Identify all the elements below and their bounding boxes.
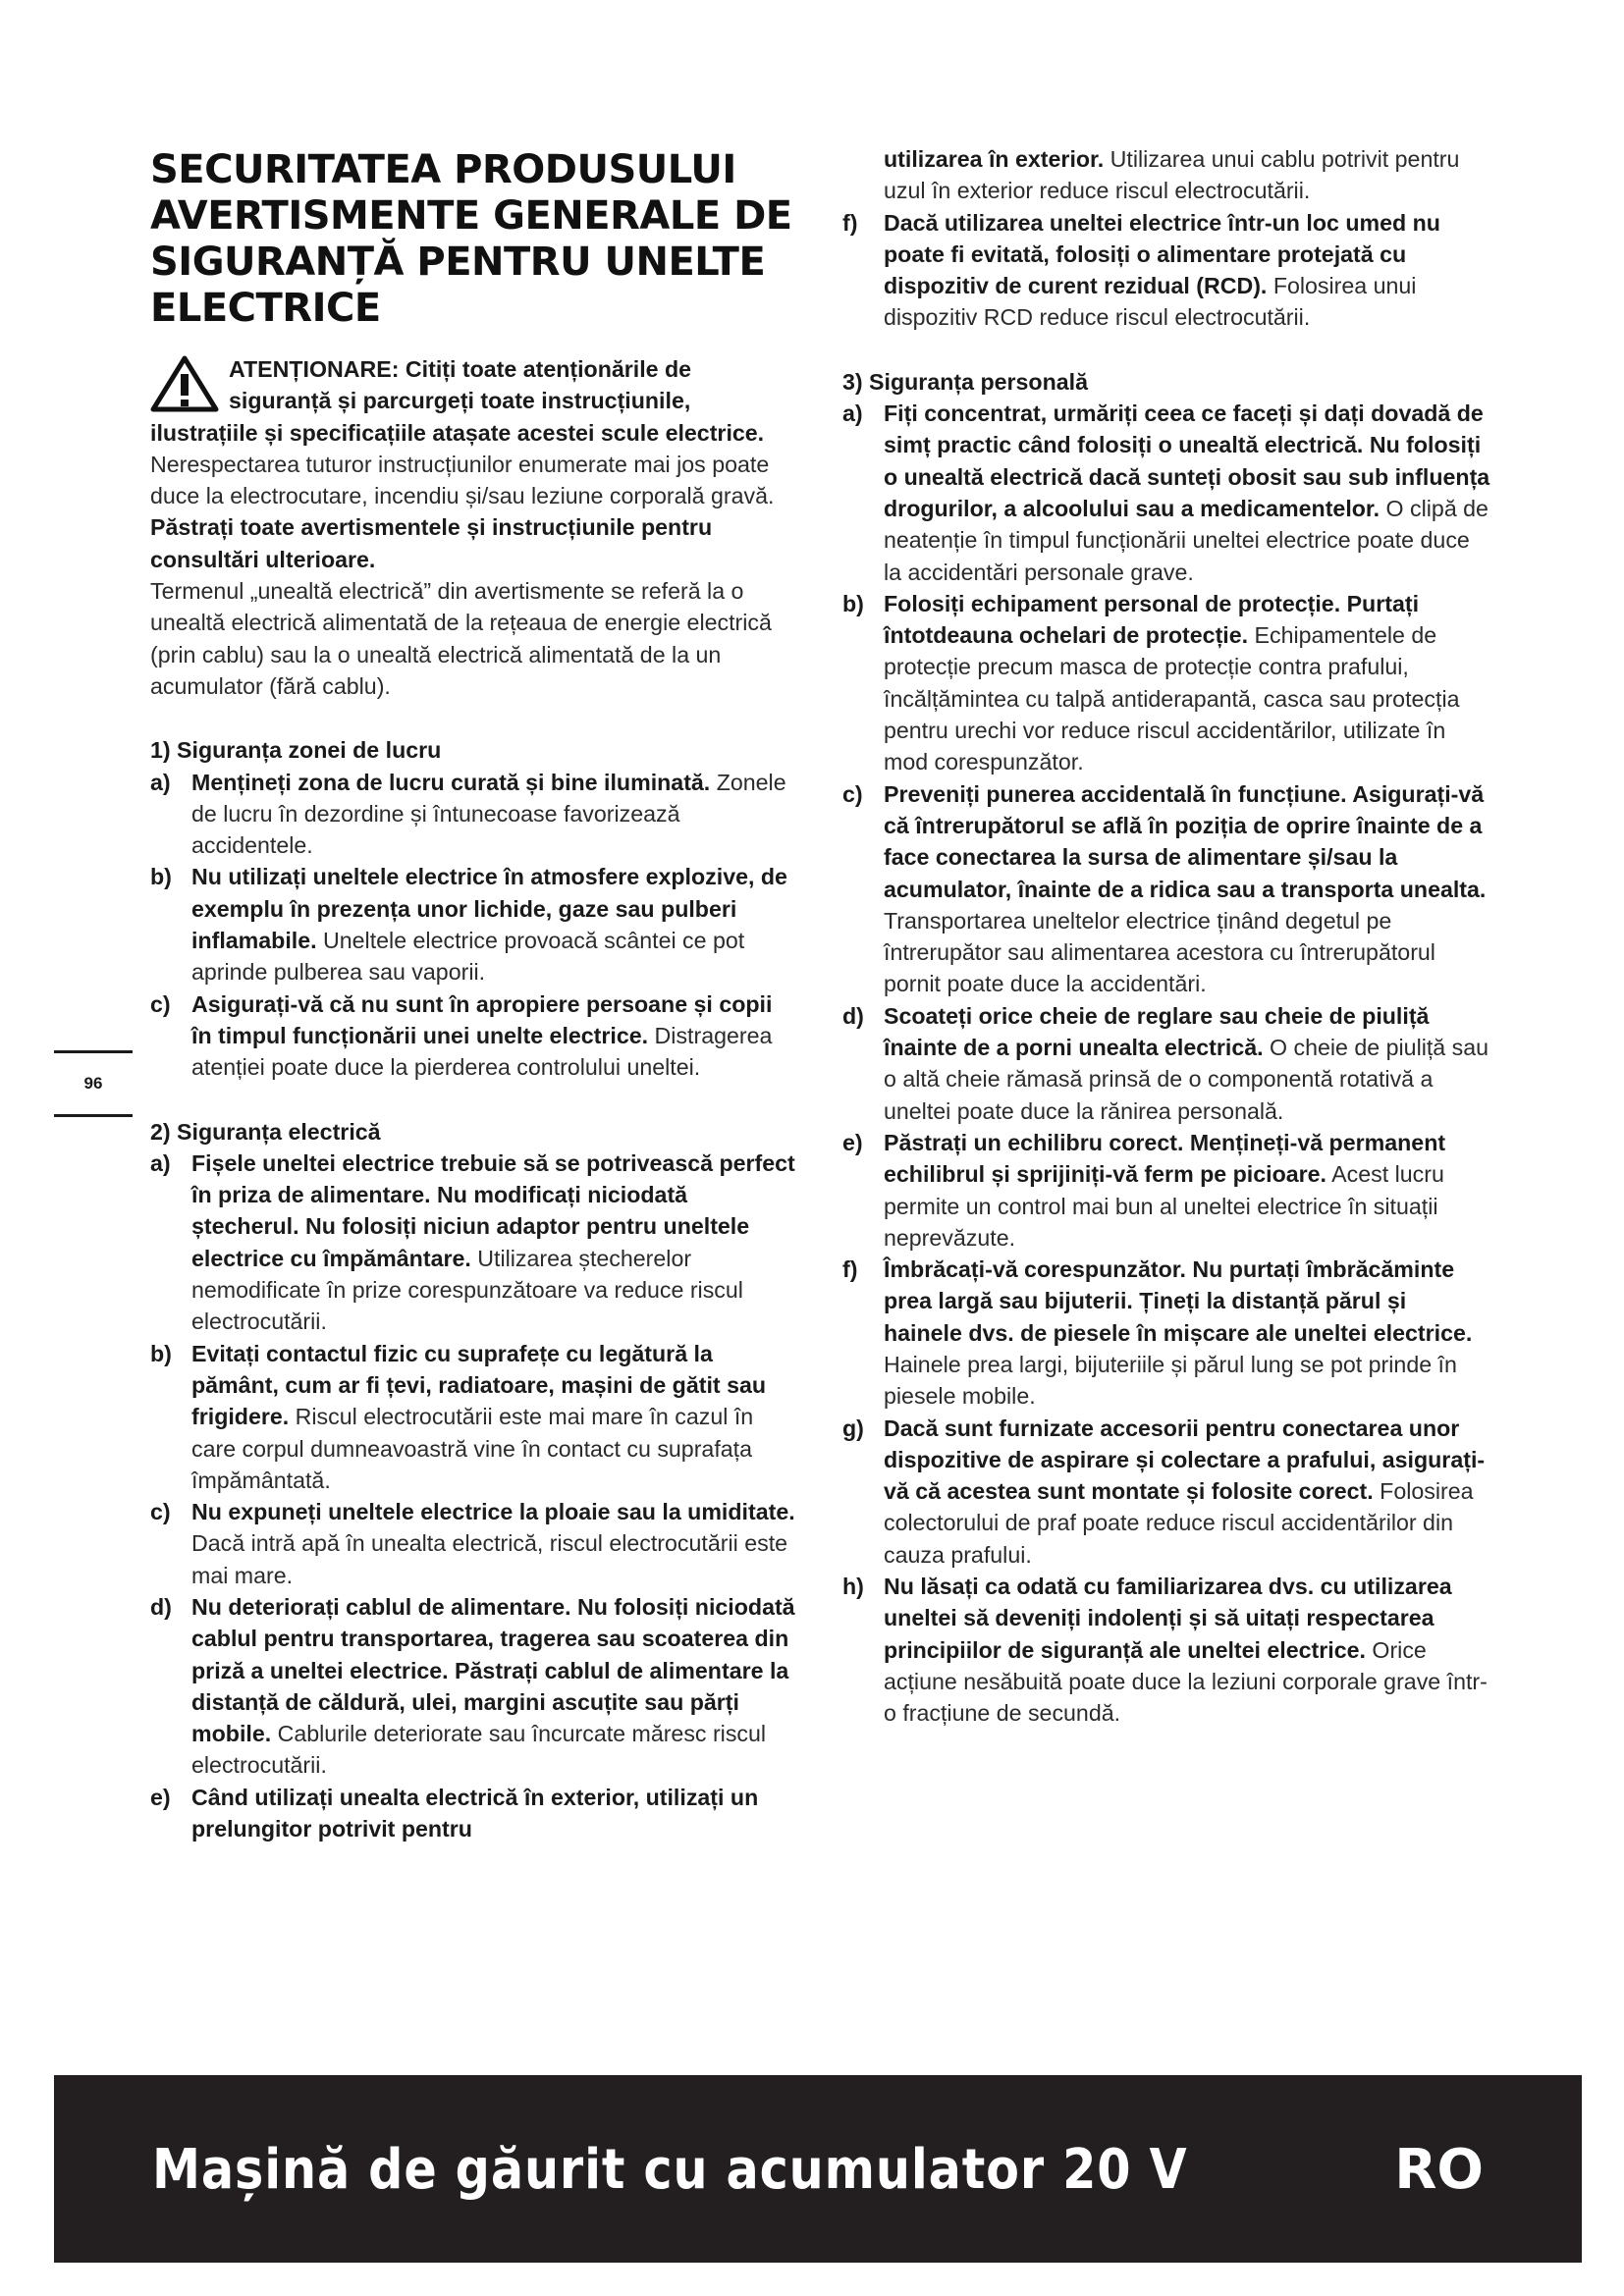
title-line: AVERTISMENTE GENERALE DE bbox=[150, 193, 792, 239]
item-label: e) bbox=[842, 1129, 863, 1155]
item-label: b) bbox=[150, 1340, 172, 1366]
right-column bbox=[842, 143, 1490, 1730]
title-line: SIGURANȚĂ PENTRU UNELTE bbox=[150, 240, 766, 285]
item-text: Transportarea uneltelor electrice ținând degetul pe întrerupător sau alimentarea acestora cu întrerupătorul pornit poate duce la accidentări. bbox=[884, 907, 1435, 997]
list-item bbox=[842, 1413, 1490, 1571]
title-line: SECURITATEA PRODUSULUI bbox=[150, 147, 736, 192]
item-label: a) bbox=[150, 769, 171, 795]
list-item bbox=[842, 588, 1490, 778]
item-bold: Îmbrăcați-vă corespunzător. Nu purtați îmbrăcăminte prea largă sau bijuterii. Țineți la distanță părul și hainele dvs. de piesele în mișcare ale uneltei electrice. bbox=[884, 1256, 1473, 1346]
item-bold: Dacă utilizarea uneltei electrice într-un loc umed nu poate fi evitată, folosiți o alimentare protejată cu dispozitiv de curent rezidual (RCD). bbox=[884, 209, 1440, 299]
item-text: Hainele prea largi, bijuteriile și părul lung se pot prinde în piesele mobile. bbox=[884, 1351, 1457, 1410]
item-label: f) bbox=[842, 209, 858, 236]
warning-text: Nerespectarea tuturor instrucțiunilor enumerate mai jos poate duce la electrocutare, incendiu și/sau leziune corporală gravă. bbox=[150, 451, 775, 509]
list-item bbox=[150, 1338, 798, 1496]
item-text: Zonele de lucru în dezordine și întunecoase favorizează accidentele. bbox=[191, 769, 786, 859]
item-bold: Mențineți zona de lucru curată și bine iluminată. bbox=[191, 769, 711, 795]
section-title-work-area: 1) Siguranța zonei de lucru bbox=[150, 737, 442, 764]
list-item bbox=[150, 1496, 798, 1591]
item-text: Riscul electrocutării este mai mare în cazul în care corpul dumneavoastră vine în contact cu suprafața împământată. bbox=[191, 1404, 754, 1493]
footer-title: Mașină de găurit cu acumulator 20 V bbox=[152, 2138, 1188, 2202]
item-bold: Nu deteriorați cablul de alimentare. Nu folosiți niciodată cablul pentru transportarea, tragerea sau scoaterea din priză a uneltei electrice. Păstrați cablul de alimentare la distanță de căldură, ulei, margini ascuțite sau părți mobile. bbox=[191, 1593, 795, 1747]
language-code: RO bbox=[1394, 2138, 1484, 2202]
item-text: Cablurile deteriorate sau încurcate măresc riscul electrocutării. bbox=[191, 1721, 767, 1779]
item-bold: utilizarea în exterior. bbox=[884, 146, 1105, 172]
page-number: 96 bbox=[54, 1050, 133, 1117]
item-bold: Fiți concentrat, urmăriți ceea ce faceți și dați dovadă de simț practic când folosiți o unealtă electrică. Nu folosiți o unealtă electrică dacă sunteți obosit sau sub influența drogurilor, a alcoolului sau a medicamentelor. bbox=[884, 400, 1490, 521]
warning-bold: ATENȚIONARE: Citiți toate atenționările de siguranță și parcurgeți toate instrucțiunile, ilustrațiile și specificațiile atașate acestei scule electrice. bbox=[150, 356, 765, 446]
item-label: d) bbox=[842, 1002, 864, 1029]
item-label: c) bbox=[150, 990, 171, 1017]
definition: Termenul „unealtă electrică” din avertismente se referă la o unealtă electrică alimentată de la rețeaua de energie electrică (prin cablu) sau la o unealtă electrică alimentată de la un acumulator (fără cablu). bbox=[150, 578, 772, 699]
item-text: Distragerea atenției poate duce la pierderea controlului uneltei. bbox=[191, 1022, 773, 1081]
item-label: b) bbox=[150, 864, 172, 890]
item-text: Utilizarea ștecherelor nemodificate în prize corespunzătoare va reduce riscul electrocutării. bbox=[191, 1245, 743, 1335]
item-bold: Păstrați un echilibru corect. Mențineți-vă permanent echilibrul și sprijiniți-vă ferm pe picioare. bbox=[884, 1129, 1446, 1188]
item-label: a) bbox=[150, 1149, 171, 1176]
item-label: c) bbox=[842, 780, 863, 807]
list-item bbox=[842, 207, 1490, 334]
item-bold: Nu lăsați ca odată cu familiarizarea dvs. cu utilizarea uneltei să deveniți indolenți și să uitați respectarea principiilor de siguranță ale uneltei electrice. bbox=[884, 1574, 1452, 1663]
item-text: Echipamentele de protecție precum masca de protecție contra prafului, încălțămintea cu talpă antiderapantă, casca sau protecția pentru urechi vor reduce riscul accidentărilor, utilizate în mod corespunzător. bbox=[884, 622, 1460, 775]
item-label: d) bbox=[150, 1593, 172, 1620]
list-item bbox=[842, 1571, 1490, 1729]
item-label: g) bbox=[842, 1415, 864, 1441]
warning-paragraph bbox=[150, 353, 798, 511]
item-label: c) bbox=[150, 1499, 171, 1525]
list-item bbox=[150, 1782, 798, 1845]
list-item bbox=[150, 1591, 798, 1782]
page-title bbox=[150, 147, 798, 332]
item-text: O clipă de neatenție în timpul funcționării uneltei electrice poate duce la accidentări personale grave. bbox=[884, 495, 1489, 585]
warning-triangle-icon bbox=[150, 355, 219, 412]
item-text: Orice acțiune nesăbuită poate duce la leziuni corporale grave într-o fracțiune de secundă. bbox=[884, 1636, 1488, 1727]
item-text: Folosirea unui dispozitiv RCD reduce riscul electrocutării. bbox=[884, 273, 1417, 331]
section-title-personal: 3) Siguranța personală bbox=[842, 368, 1088, 395]
item-text: Acest lucru permite un control mai bun al uneltei electrice în situații neprevăzute. bbox=[884, 1161, 1444, 1251]
list-item bbox=[842, 1000, 1490, 1127]
list-item bbox=[150, 1148, 798, 1338]
item-bold: Când utilizați unealta electrică în exterior, utilizați un prelungitor potrivit pentru bbox=[191, 1784, 759, 1842]
item-text: Dacă intră apă în unealta electrică, riscul electrocutării este mai mare. bbox=[191, 1530, 788, 1588]
item-bold: Evitați contactul fizic cu suprafețe cu legătură la pământ, cum ar fi țevi, radiatoare, mașini de gătit sau frigidere. bbox=[191, 1340, 767, 1430]
item-text: Utilizarea unui cablu potrivit pentru uzul în exterior reduce riscul electrocutării. bbox=[884, 146, 1460, 204]
list-item bbox=[150, 767, 798, 862]
item-label: e) bbox=[150, 1784, 171, 1810]
item-bold: Fișele uneltei electrice trebuie să se potrivească perfect în priza de alimentare. Nu modificați niciodată ștecherul. Nu folosiți niciun adaptor pentru uneltele electrice cu împământare. bbox=[191, 1149, 795, 1271]
item-bold: Asigurați-vă că nu sunt în apropiere persoane și copii în timpul funcționării unei unelte electrice. bbox=[191, 990, 773, 1048]
list-item bbox=[842, 1254, 1490, 1412]
item-bold: Folosiți echipament personal de protecție. Purtați întotdeauna ochelari de protecție. bbox=[884, 590, 1420, 649]
list-item bbox=[150, 988, 798, 1084]
item-text: Folosirea colectorului de praf poate reduce riscul accidentărilor din cauza prafului. bbox=[884, 1478, 1474, 1568]
list-item bbox=[842, 398, 1490, 588]
list-item bbox=[842, 1127, 1490, 1254]
list-item bbox=[842, 778, 1490, 1000]
list-item bbox=[150, 861, 798, 988]
item-bold: Scoateți orice cheie de reglare sau cheie de piuliță înainte de a porni unealta electrică. bbox=[884, 1002, 1430, 1061]
list-item-continued bbox=[842, 143, 1490, 207]
item-label: b) bbox=[842, 590, 864, 616]
item-bold: Nu utilizați uneltele electrice în atmosfere explozive, de exemplu în prezența unor lichide, gaze sau pulberi inflamabile. bbox=[191, 864, 787, 954]
item-label: a) bbox=[842, 400, 863, 427]
keep-instructions: Păstrați toate avertismentele și instrucțiunile pentru consultări ulterioare. bbox=[150, 514, 713, 572]
item-bold: Preveniți punerea accidentală în funcțiune. Asigurați-vă că întrerupătorul se află în poziția de oprire înainte de a face conectarea la sursa de alimentare și/sau la acumulator, înainte de a ridica sau a transporta unealta. bbox=[884, 780, 1487, 902]
item-label: f) bbox=[842, 1256, 858, 1283]
item-text: Uneltele electrice provoacă scântei ce pot aprinde pulberea sau vaporii. bbox=[191, 928, 745, 986]
item-bold: Nu expuneți uneltele electrice la ploaie sau la umiditate. bbox=[191, 1499, 795, 1525]
item-bold: Dacă sunt furnizate accesorii pentru conectarea unor dispozitive de aspirare și colectare a prafului, asigurați-vă că acestea sunt montate și folosite corect. bbox=[884, 1415, 1486, 1505]
footer-banner bbox=[54, 2075, 1582, 2263]
title-line: ELECTRICE bbox=[150, 286, 381, 331]
item-text: O cheie de piuliță sau o altă cheie rămasă prinsă de o componentă rotativă a uneltei poate duce la rănirea personală. bbox=[884, 1035, 1489, 1124]
item-label: h) bbox=[842, 1574, 864, 1600]
section-title-electrical: 2) Siguranța electrică bbox=[150, 1118, 381, 1145]
left-column bbox=[150, 147, 798, 1844]
